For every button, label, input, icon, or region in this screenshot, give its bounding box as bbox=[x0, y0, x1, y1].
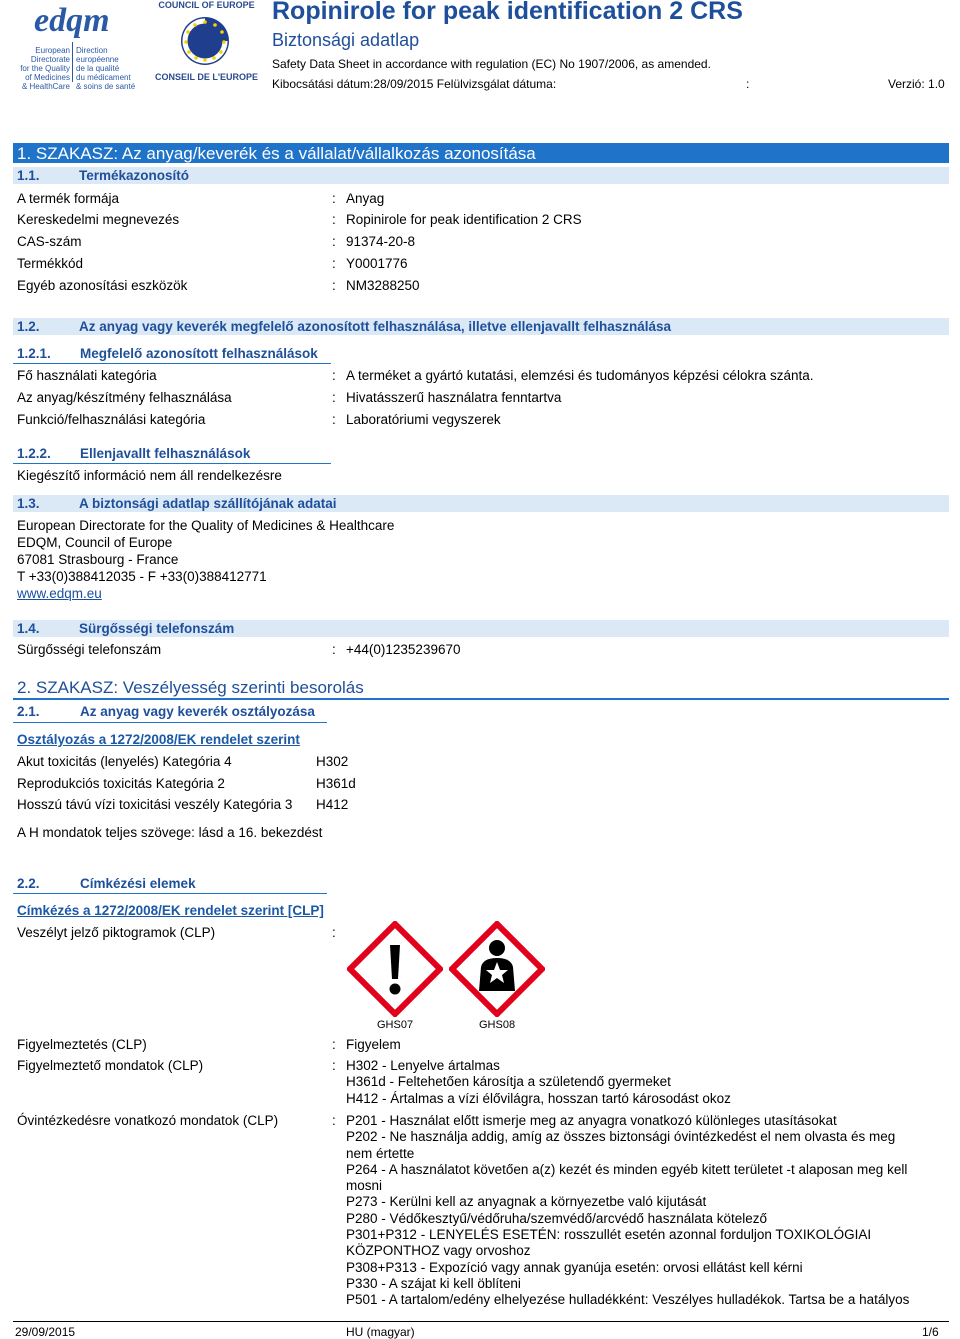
subsection-1-2-2-number: 1.2.2. bbox=[17, 446, 51, 461]
hazard-statement: H412 - Ártalmas a vízi élővilágra, hosszan tartó károsodást okoz bbox=[346, 1090, 731, 1106]
document-subtitle: Biztonsági adatlap bbox=[272, 30, 420, 50]
row-value: 91374-20-8 bbox=[346, 234, 416, 249]
pictogram-code: GHS08 bbox=[479, 1019, 516, 1031]
divider bbox=[13, 363, 331, 364]
subsection-1-3-number: 1.3. bbox=[17, 496, 40, 511]
subsection-1-1-title: Termékazonosító bbox=[79, 168, 190, 183]
issue-date-colon: : bbox=[746, 77, 750, 91]
footer-divider bbox=[13, 1321, 949, 1322]
divider bbox=[13, 463, 331, 464]
row-value: A terméket a gyártó kutatási, elemzési és tudományos képzési célokra szánta. bbox=[346, 368, 814, 383]
subsection-1-4-number: 1.4. bbox=[17, 621, 40, 636]
subsection-1-2-1-title: Megfelelő azonosított felhasználások bbox=[80, 346, 318, 361]
emergency-colon: : bbox=[332, 642, 336, 657]
document-title: Ropinirole for peak identification 2 CRS bbox=[272, 0, 743, 25]
precautionary-statement: KÖZPONTHOZ vagy orvoshoz bbox=[346, 1243, 531, 1259]
class-code: H302 bbox=[316, 754, 349, 769]
issue-date: Kibocsátási dátum:28/09/2015 Felülvizsgálat dátuma: bbox=[272, 77, 557, 91]
subsection-2-1 bbox=[17, 704, 40, 719]
subsection-1-1 bbox=[13, 167, 949, 184]
precautionary-statement: P201 - Használat előtt ismerje meg az anyagra vonatkozó különleges utasításokat bbox=[346, 1113, 837, 1128]
coe-stars-icon bbox=[175, 12, 235, 70]
divider bbox=[13, 722, 327, 723]
section-1-title: 1. SZAKASZ: Az anyag/keverék és a vállalat/vállalkozás azonosítása bbox=[17, 144, 536, 163]
row-colon: : bbox=[332, 368, 336, 383]
precautionary-statement: nem értette bbox=[346, 1145, 415, 1161]
edqm-en-2: for the Quality bbox=[20, 64, 70, 73]
subsection-2-2 bbox=[17, 876, 40, 891]
precautionary-statement: P308+P313 - Expozíció vagy annak gyanúja esetén: orvosi ellátást kell kérni bbox=[346, 1259, 803, 1275]
coe-logo-top: COUNCIL OF EUROPE bbox=[158, 0, 255, 10]
supplier-address bbox=[17, 517, 394, 602]
subsection-1-2-2-title-wrap bbox=[80, 446, 250, 461]
row-label: Kereskedelmi megnevezés bbox=[17, 212, 180, 227]
hazard-statements-colon: : bbox=[332, 1058, 336, 1073]
precautionary-statements-list bbox=[346, 1113, 909, 1309]
signal-word-label: Figyelmeztetés (CLP) bbox=[17, 1037, 147, 1052]
row-value: Laboratóriumi vegyszerek bbox=[346, 412, 501, 427]
row-value: Hivatásszerű használatra fenntartva bbox=[346, 390, 562, 405]
pictogram-colon: : bbox=[332, 925, 336, 940]
edqm-en-4: & HealthCare bbox=[21, 82, 70, 91]
precautionary-statements-label: Óvintézkedésre vonatkozó mondatok (CLP) bbox=[17, 1113, 279, 1128]
edqm-logo-word: edqm bbox=[34, 2, 110, 39]
supplier-line: T +33(0)388412035 - F +33(0)388412771 bbox=[17, 569, 267, 584]
row-label: CAS-szám bbox=[17, 234, 82, 249]
row-colon: : bbox=[332, 234, 336, 249]
footer-page-number: 1/6 bbox=[922, 1325, 939, 1339]
subsection-1-2-1 bbox=[17, 346, 51, 361]
supplier-line: 67081 Strasbourg - France bbox=[17, 552, 179, 567]
subsection-1-2-number: 1.2. bbox=[17, 319, 40, 334]
edqm-en-3: of Medicines bbox=[25, 73, 70, 82]
subsection-1-3-title: A biztonsági adatlap szállítójának adatai bbox=[79, 496, 337, 511]
precautionary-statement: P501 - A tartalom/edény elhelyezése hulladékként: Veszélyes hulladékok. Tartsa be a hatályos bbox=[346, 1292, 910, 1308]
subsection-2-1-title-wrap bbox=[80, 704, 315, 719]
coe-logo-bottom: CONSEIL DE L'EUROPE bbox=[155, 72, 258, 82]
row-colon: : bbox=[332, 256, 336, 271]
health-hazard-icon bbox=[449, 921, 545, 1017]
row-colon: : bbox=[332, 191, 336, 206]
subsection-1-2-1-title-wrap bbox=[80, 346, 318, 361]
edqm-logo bbox=[8, 2, 138, 91]
divider bbox=[13, 893, 327, 894]
supplier-line: EDQM, Council of Europe bbox=[17, 535, 173, 550]
row-label: A termék formája bbox=[17, 191, 120, 206]
edqm-fr-1: Direction européenne bbox=[76, 46, 119, 64]
row-value: Y0001776 bbox=[346, 256, 408, 271]
precautionary-statement: mosni bbox=[346, 1178, 383, 1194]
footer-date: 29/09/2015 bbox=[15, 1325, 76, 1339]
classification-note: A H mondatok teljes szövege: lásd a 16. bekezdést bbox=[17, 825, 323, 840]
section-1-header bbox=[13, 143, 949, 163]
row-label: Termékkód bbox=[17, 256, 84, 271]
edqm-fr-3: du médicament bbox=[76, 73, 131, 82]
row-label: Fő használati kategória bbox=[17, 368, 157, 383]
class-code: H412 bbox=[316, 797, 349, 812]
subsection-1-2-title: Az anyag vagy keverék megfelelő azonosított felhasználása, illetve ellenjavallt felhasználása bbox=[79, 319, 672, 334]
subsection-2-1-number: 2.1. bbox=[17, 704, 40, 719]
labelling-heading: Címkézés a 1272/2008/EK rendelet szerint [CLP] bbox=[17, 903, 324, 918]
version: Verzió: 1.0 bbox=[888, 77, 945, 91]
signal-word-value: Figyelem bbox=[346, 1037, 401, 1052]
precautionary-statement: P273 - Kerülni kell az anyagnak a környezetbe való kijutását bbox=[346, 1194, 707, 1210]
subsection-1-2-2 bbox=[17, 446, 51, 461]
subsection-1-2-1-number: 1.2.1. bbox=[17, 346, 51, 361]
edqm-fr-2: de la qualité bbox=[76, 64, 120, 73]
signal-word-colon: : bbox=[332, 1037, 336, 1052]
row-value: Ropinirole for peak identification 2 CRS bbox=[346, 212, 582, 227]
subsection-2-2-title: Címkézési elemek bbox=[80, 876, 196, 891]
subsection-2-1-title: Az anyag vagy keverék osztályozása bbox=[80, 704, 315, 719]
subsection-1-3 bbox=[13, 495, 949, 512]
divider bbox=[13, 698, 949, 700]
subsection-2-2-title-wrap bbox=[80, 876, 196, 891]
supplier-line: European Directorate for the Quality of Medicines & Healthcare bbox=[17, 518, 395, 533]
subsection-1-2 bbox=[13, 318, 949, 335]
pictogram-label: Veszélyt jelző piktogramok (CLP) bbox=[17, 925, 216, 940]
contraindicated-uses-text: Kiegészítő információ nem áll rendelkezésre bbox=[17, 468, 282, 483]
class-label: Akut toxicitás (lenyelés) Kategória 4 bbox=[17, 754, 232, 769]
row-value: Anyag bbox=[346, 191, 385, 206]
row-value: NM3288250 bbox=[346, 278, 420, 293]
row-colon: : bbox=[332, 412, 336, 427]
edqm-en-1: European Directorate bbox=[30, 46, 70, 64]
precautionary-statement: P280 - Védőkesztyű/védőruha/szemvédő/arcvédő használata kötelező bbox=[346, 1210, 768, 1226]
row-label: Az anyag/készítmény felhasználása bbox=[17, 390, 232, 405]
hazard-statement: H361d - Feltehetően károsítja a születendő gyermeket bbox=[346, 1074, 671, 1090]
hazard-statements-list bbox=[346, 1058, 731, 1107]
hazard-statement: H302 - Lenyelve ártalmas bbox=[346, 1058, 500, 1073]
exclamation-mark-icon bbox=[347, 921, 443, 1017]
section-2-title: 2. SZAKASZ: Veszélyesség szerinti besorolás bbox=[17, 678, 364, 697]
subsection-2-2-number: 2.2. bbox=[17, 876, 40, 891]
classification-heading: Osztályozás a 1272/2008/EK rendelet szerint bbox=[17, 732, 300, 747]
regulation-text: Safety Data Sheet in accordance with regulation (EC) No 1907/2006, as amended. bbox=[272, 57, 711, 71]
footer-language: HU (magyar) bbox=[346, 1325, 415, 1339]
pictogram-code: GHS07 bbox=[377, 1019, 414, 1031]
subsection-1-1-number: 1.1. bbox=[17, 168, 40, 183]
edqm-fr-4: & soins de santé bbox=[76, 82, 136, 91]
precautionary-statement: P330 - A szájat ki kell öblíteni bbox=[346, 1275, 521, 1291]
class-label: Reprodukciós toxicitás Kategória 2 bbox=[17, 776, 225, 791]
emergency-phone: +44(0)1235239670 bbox=[346, 642, 461, 657]
class-label: Hosszú távú vízi toxicitási veszély Kategória 3 bbox=[17, 797, 293, 812]
coe-logo bbox=[155, 0, 258, 86]
precautionary-statement: P301+P312 - LENYELÉS ESETÉN: rosszullét esetén azonnal forduljon TOXIKOLÓGIAI bbox=[346, 1227, 872, 1243]
class-code: H361d bbox=[316, 776, 356, 791]
emergency-label: Sürgősségi telefonszám bbox=[17, 642, 162, 657]
row-colon: : bbox=[332, 212, 336, 227]
subsection-1-4-title: Sürgősségi telefonszám bbox=[79, 621, 235, 636]
supplier-website-link[interactable]: www.edqm.eu bbox=[17, 586, 102, 601]
subsection-1-4 bbox=[13, 620, 949, 637]
row-label: Funkció/felhasználási kategória bbox=[17, 412, 206, 427]
row-colon: : bbox=[332, 390, 336, 405]
precautionary-statement: P264 - A használatot követően a(z) kezét és minden egyéb kitett területet -t alaposan meg kell bbox=[346, 1161, 908, 1177]
row-label: Egyéb azonosítási eszközök bbox=[17, 278, 188, 293]
hazard-statements-label: Figyelmeztető mondatok (CLP) bbox=[17, 1058, 204, 1073]
precautionary-statements-colon: : bbox=[332, 1113, 336, 1128]
precautionary-statement: P202 - Ne használja addig, amíg az összes biztonsági óvintézkedést el nem olvasta és meg bbox=[346, 1129, 896, 1145]
subsection-1-2-2-title: Ellenjavallt felhasználások bbox=[80, 446, 251, 461]
row-colon: : bbox=[332, 278, 336, 293]
